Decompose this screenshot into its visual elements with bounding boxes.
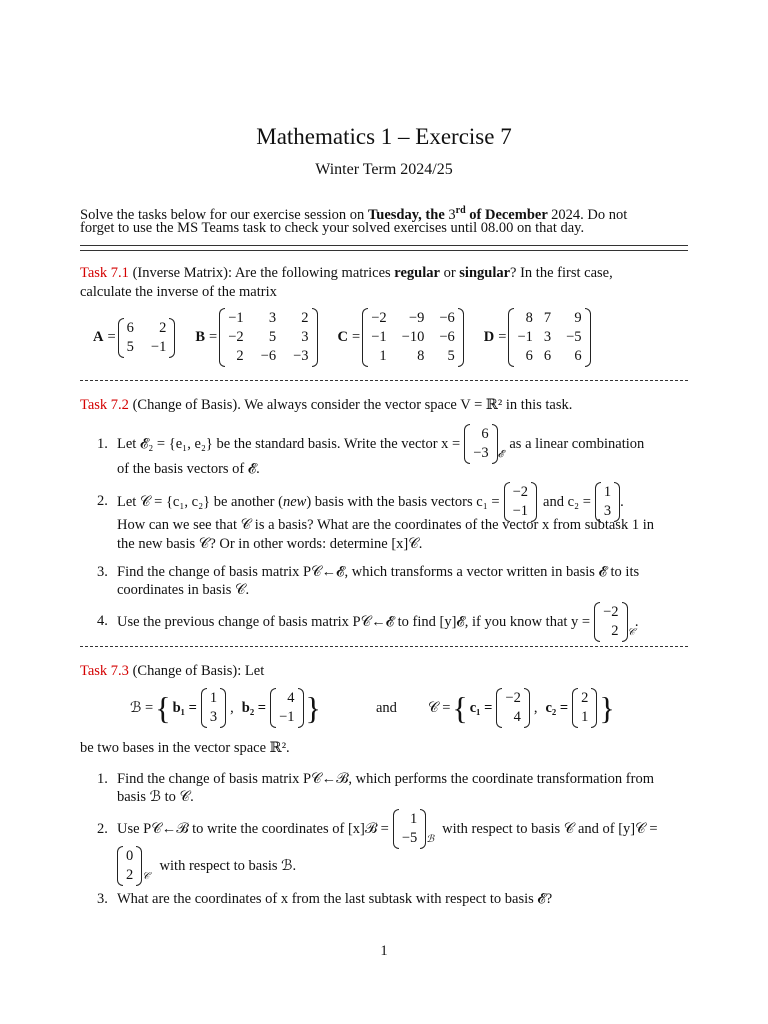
task1-label: Task 7.1 [80, 265, 129, 281]
matrix-B-name: B [195, 329, 206, 345]
task2-intro [80, 396, 688, 415]
task2-item1-text: Let 𝓔₂ = {e₁, e₂} be the standard basis. Write the vector x = [117, 435, 461, 452]
matrix-A: 6 2 5 −1 [118, 319, 176, 357]
matrix-B: −1 3 2 −2 5 3 2 −6 −3 [219, 309, 317, 366]
task2-item1-line2: of the basis vectors of 𝓔. [117, 461, 260, 477]
task3-item1-num: 1. [97, 771, 108, 787]
basis-C: 𝒞 = { c₁ = −2 4 , c₂ = 2 1 } [428, 690, 615, 726]
page-title: Mathematics 1 – Exercise 7 [256, 124, 512, 149]
right-brace: } [305, 690, 321, 726]
vector-xB: 1 −5 [393, 810, 426, 848]
vector-x: 6 −3 [464, 425, 497, 463]
task3-label: Task 7.3 [80, 663, 129, 679]
task1-line-1 [80, 264, 688, 283]
left-brace: { [155, 690, 171, 726]
task3-item2-line2 [117, 846, 296, 886]
matrices-row [93, 309, 591, 366]
task2-item4-line1: Use the previous change of basis matrix P𝒞←𝓔 to find [y]𝓔, if you know that y = −2 2 𝒞 . [117, 602, 638, 642]
intro-text: Solve the tasks below for our exercise session on [80, 206, 368, 223]
task3-item3-line1: What are the coordinates of x from the last subtask with respect to basis 𝓔? [117, 891, 553, 907]
task3-item1-line2: basis ℬ to 𝒞. [117, 789, 194, 805]
vector-b2: 4 −1 [270, 689, 303, 727]
b2-label: b₂ = [241, 699, 267, 716]
vec-subscript: 𝒞 [627, 627, 635, 638]
task2-item2-new: new [282, 493, 307, 510]
task2-item2-line3: the new basis 𝒞? Or in other words: determine [x]𝒞. [117, 536, 423, 552]
task1-regular: regular [394, 265, 440, 281]
task2-intro-text: (Change of Basis). We always consider the vector space V = ℝ² in this task. [128, 397, 573, 413]
task3-item2-text-b: with respect to basis 𝒞 and of [y]𝒞 = [442, 820, 658, 837]
vector-c1: −2 4 [496, 689, 529, 727]
page-subtitle: Winter Term 2024/25 [315, 161, 453, 178]
task2-item3-line2: coordinates in basis 𝒞. [117, 582, 250, 598]
equals: = [209, 329, 218, 345]
matrix-C-name: C [337, 329, 349, 345]
task3-item3-num: 3. [97, 891, 108, 907]
intro-text2b: on that day. [513, 220, 585, 236]
task2-item1-text-b: as a linear combination [509, 435, 645, 452]
equals: = [107, 329, 116, 345]
task2-item2-and: and c₂ = [543, 493, 591, 510]
task1-or: or [439, 265, 460, 281]
and-text: and [376, 700, 397, 716]
dashed-separator [80, 646, 688, 647]
task3-item2-line1 [117, 809, 658, 849]
matrix-C: −2 −9 −6 −1 −10 −6 1 8 5 [362, 309, 464, 366]
equals: = [352, 329, 361, 345]
dashed-separator [80, 380, 688, 381]
intro-num: 3 [448, 206, 456, 223]
page-number: 1 [380, 943, 388, 959]
matrix-A-name: A [93, 329, 104, 345]
intro-year: 2024 [551, 206, 581, 223]
intro-line-2 [80, 219, 688, 238]
task1-desc-b: ? In the first case, [510, 265, 613, 281]
intro-bold2: of December [465, 206, 552, 223]
task3-intro [80, 662, 688, 681]
vector-c2: 2 1 [572, 689, 597, 727]
task2-item1-line1 [117, 424, 644, 464]
task3-intro-text: (Change of Basis): Let [128, 663, 265, 679]
vec-subscript: 𝓔 [497, 449, 504, 460]
basisB-lhs: ℬ = [130, 699, 154, 716]
intro-sup: rd [455, 205, 466, 216]
task2-item2-line2: How can we see that 𝒞 is a basis? What are the coordinates of the vector x from subtask 1 in [117, 517, 654, 533]
vector-b1: 1 3 [201, 689, 226, 727]
matrix-D-name: D [483, 329, 495, 345]
task2-item3-line1: Find the change of basis matrix P𝒞←𝓔, which transforms a vector written in basis 𝓔 to its [117, 564, 640, 580]
task1-line-2: calculate the inverse of the matrix [80, 284, 277, 300]
intro-time: 08.00 [480, 220, 514, 236]
intro-text2: forget to use the MS Teams task to check your solved exercises until [80, 220, 481, 236]
task2-item2-text: Let 𝒞 = {c₁, c₂} be another ( [117, 493, 283, 510]
b1-label: b₁ = [172, 699, 197, 716]
basis-B: ℬ = { b₁ = 1 3 , b₂ = 4 −1 } [130, 690, 321, 726]
task3-after: be two bases in the vector space ℝ². [80, 740, 290, 756]
task3-item1-line1: Find the change of basis matrix P𝒞←ℬ, which performs the coordinate transformation from [117, 771, 654, 787]
vector-c1: −2 −1 [504, 483, 537, 521]
vector-c2: 1 3 [595, 483, 620, 521]
task2-item4-num: 4. [97, 613, 108, 629]
left-brace: { [452, 690, 468, 726]
vector-yC: 0 2 [117, 847, 142, 885]
intro-text-b: . Do not [580, 206, 628, 223]
task2-item1-num: 1. [97, 436, 108, 452]
equals: = [498, 329, 507, 345]
task2-item2-num: 2. [97, 493, 108, 509]
task2-item2-line1: Let 𝒞 = {c₁, c₂} be another ( new ) basis with the basis vectors c₁ = −2 −1 and c₂ = 1 3 . [117, 482, 624, 522]
intro-bold: Tuesday, the [367, 206, 449, 223]
vec-subscript: 𝒞 [142, 871, 150, 882]
task3-item2-text: Use P𝒞←ℬ to write the coordinates of [x]ℬ = [117, 820, 389, 837]
double-rule [80, 245, 688, 251]
vector-y: −2 2 [594, 603, 627, 641]
task3-item2-num: 2. [97, 821, 108, 837]
task1-desc: (Inverse Matrix): Are the following matrices [128, 265, 395, 281]
task1-singular: singular [459, 265, 511, 281]
right-brace: } [599, 690, 615, 726]
c2-label: c₂ = [545, 699, 569, 716]
task2-item3-num: 3. [97, 564, 108, 580]
task2-item4-text: Use the previous change of basis matrix P𝒞←𝓔 to find [y]𝓔, if you know that y = [117, 613, 591, 630]
task2-item2-text2: ) basis with the basis vectors c₁ = [306, 493, 500, 510]
vec-subscript: ℬ [426, 834, 435, 845]
matrix-D: 8 7 9 −1 3 −5 6 6 6 [508, 309, 590, 366]
basisC-lhs: 𝒞 = [428, 699, 451, 716]
c1-label: c₁ = [469, 699, 493, 716]
task2-label: Task 7.2 [80, 397, 129, 413]
task3-item2-text-c: with respect to basis ℬ. [159, 857, 297, 874]
